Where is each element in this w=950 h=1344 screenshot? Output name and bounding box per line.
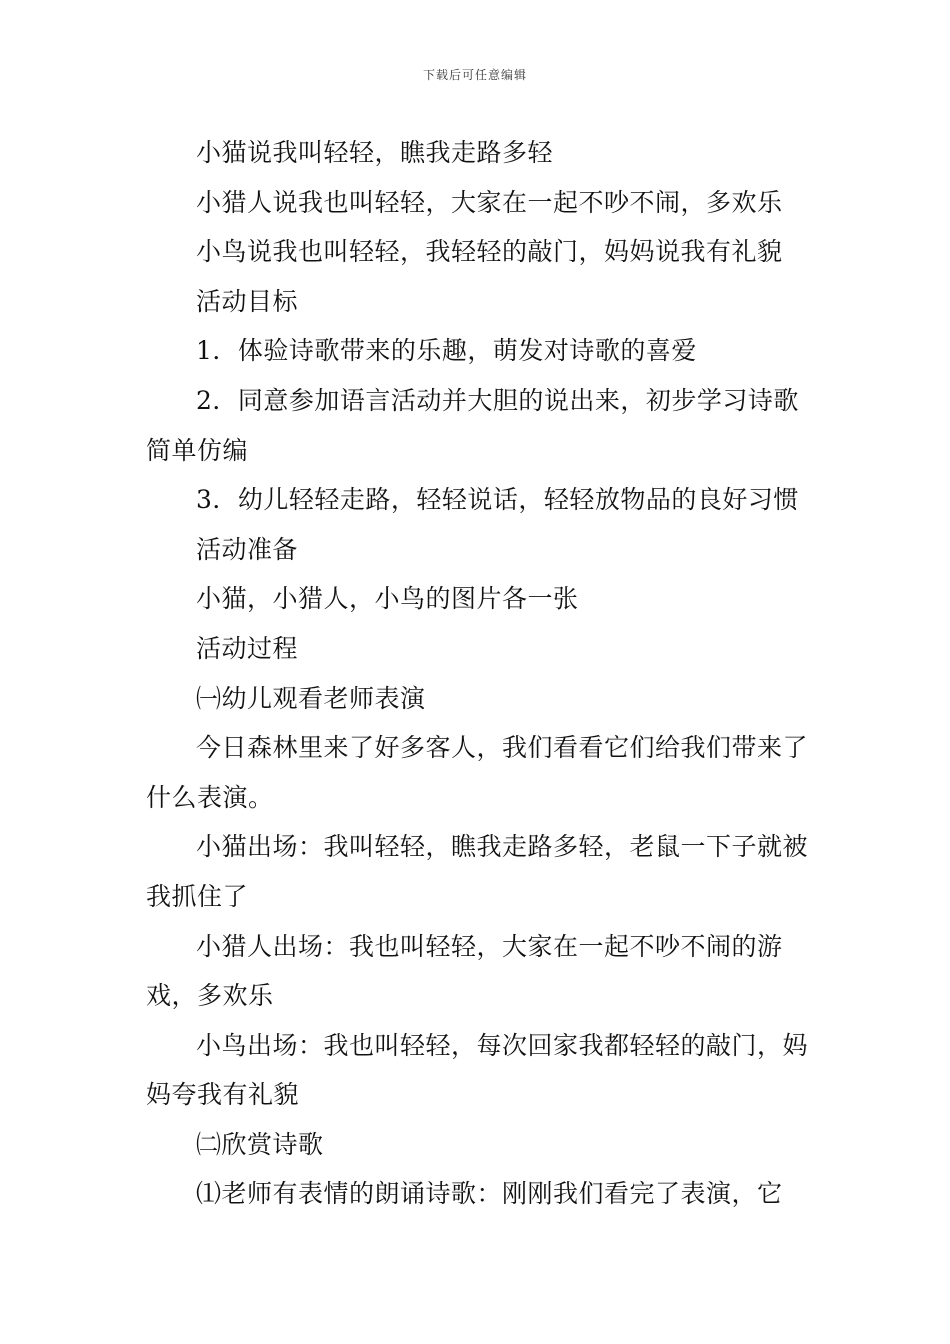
document-body [146, 128, 810, 1219]
paragraph: 小鸟说我也叫轻轻，我轻轻的敲门，妈妈说我有礼貌 [196, 237, 783, 267]
paragraph: 小猫说我叫轻轻，瞧我走路多轻 [196, 138, 554, 167]
list-item: 1．体验诗歌带来的乐趣，萌发对诗歌的喜爱 [196, 336, 697, 366]
page-header: 下载后可任意编辑 [422, 68, 527, 82]
paragraph: 小猎人出场：我也叫轻轻，大家在一起不吵不闹的游戏，多欢乐 [146, 931, 783, 1011]
paragraph: 小鸟出场：我也叫轻轻，每次回家我都轻轻的敲门，妈妈夸我有礼貌 [146, 1030, 809, 1110]
paragraph: 小猫，小猎人，小鸟的图片各一张 [196, 584, 579, 614]
paragraph: 小猫出场：我叫轻轻，瞧我走路多轻，老鼠一下子就被我抓住了 [146, 832, 809, 911]
paragraph: ⑴老师有表情的朗诵诗歌：刚刚我们看完了表演，它 [196, 1179, 783, 1209]
section-heading: 活动过程 [196, 633, 299, 663]
section-heading: 活动目标 [196, 286, 299, 316]
subsection-heading: ㈡欣赏诗歌 [196, 1129, 324, 1159]
section-heading: 活动准备 [196, 534, 299, 564]
paragraph: 小猎人说我也叫轻轻，大家在一起不吵不闹，多欢乐 [196, 187, 783, 217]
list-item: 3．幼儿轻轻走路，轻轻说话，轻轻放物品的良好习惯 [196, 485, 799, 515]
subsection-heading: ㈠幼儿观看老师表演 [196, 683, 426, 713]
paragraph: 今日森林里来了好多客人，我们看看它们给我们带来了什么表演。 [146, 733, 809, 812]
list-item: 2．同意参加语言活动并大胆的说出来，初步学习诗歌简单仿编 [146, 385, 799, 465]
